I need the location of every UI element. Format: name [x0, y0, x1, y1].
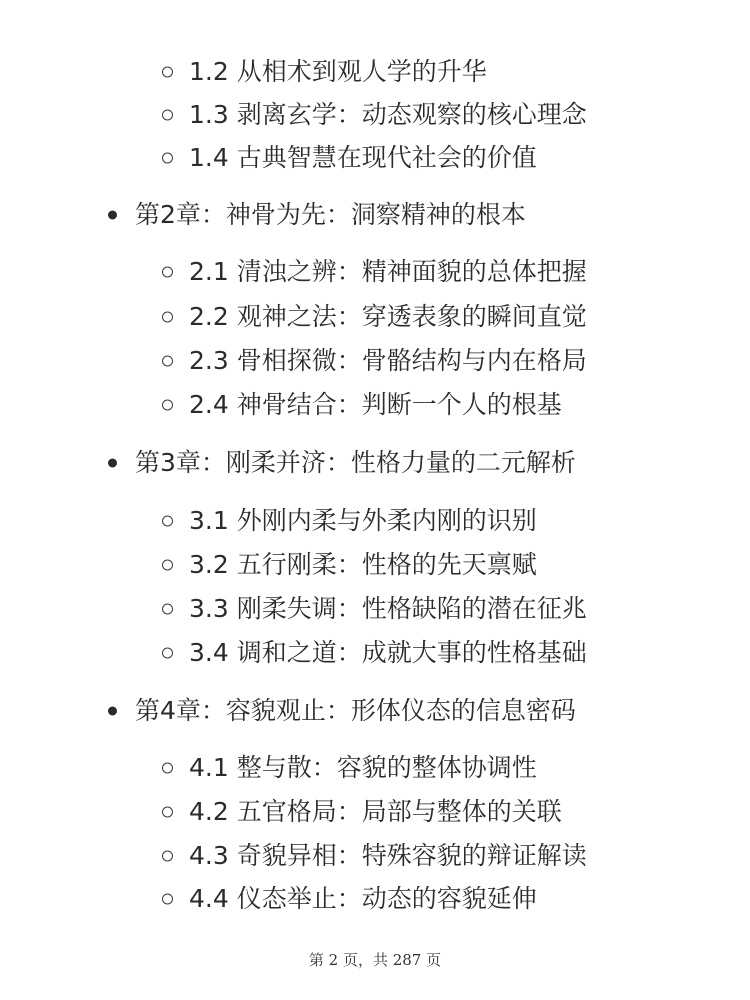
hollow-circle-bullet-icon — [162, 110, 173, 121]
toc-section-label: 4.1 整与散：容貌的整体协调性 — [189, 753, 537, 782]
hollow-circle-bullet-icon — [162, 312, 173, 323]
toc-chapter-title: 第3章：刚柔并济：性格力量的二元解析 — [135, 448, 576, 477]
toc-section-label: 3.4 调和之道：成就大事的性格基础 — [189, 638, 587, 667]
toc-chapter-title: 第4章：容貌观止：形体仪态的信息密码 — [135, 696, 576, 725]
hollow-circle-bullet-icon — [162, 807, 173, 818]
hollow-circle-bullet-icon — [162, 560, 173, 571]
hollow-circle-bullet-icon — [162, 763, 173, 774]
hollow-circle-bullet-icon — [162, 267, 173, 278]
toc-section-label: 2.2 观神之法：穿透表象的瞬间直觉 — [189, 302, 587, 331]
hollow-circle-bullet-icon — [162, 356, 173, 367]
toc-section-label: 2.1 清浊之辨：精神面貌的总体把握 — [189, 257, 587, 286]
hollow-circle-bullet-icon — [162, 604, 173, 615]
hollow-circle-bullet-icon — [162, 894, 173, 905]
toc-section-label: 3.2 五行刚柔：性格的先天禀赋 — [189, 550, 537, 579]
toc-section-label: 2.4 神骨结合：判断一个人的根基 — [189, 390, 562, 419]
hollow-circle-bullet-icon — [162, 851, 173, 862]
toc-chapter-title: 第2章：神骨为先：洞察精神的根本 — [135, 200, 526, 229]
toc-section-label: 4.4 仪态举止：动态的容貌延伸 — [189, 884, 537, 913]
hollow-circle-bullet-icon — [162, 400, 173, 411]
hollow-circle-bullet-icon — [162, 516, 173, 527]
toc-section-label: 1.3 剥离玄学：动态观察的核心理念 — [189, 100, 587, 129]
toc-section-label: 4.3 奇貌异相：特殊容貌的辩证解读 — [189, 841, 587, 870]
hollow-circle-bullet-icon — [162, 153, 173, 164]
filled-disc-bullet-icon — [108, 211, 117, 220]
toc-section-label: 1.2 从相术到观人学的升华 — [189, 57, 487, 86]
toc-section-label: 3.1 外刚内柔与外柔内刚的识别 — [189, 506, 537, 535]
toc-section-label: 2.3 骨相探微：骨骼结构与内在格局 — [189, 346, 587, 375]
toc-section-label: 1.4 古典智慧在现代社会的价值 — [189, 143, 537, 172]
filled-disc-bullet-icon — [108, 459, 117, 468]
toc-section-label: 3.3 刚柔失调：性格缺陷的潜在征兆 — [189, 594, 587, 623]
toc-section-label: 4.2 五官格局：局部与整体的关联 — [189, 797, 562, 826]
hollow-circle-bullet-icon — [162, 67, 173, 78]
filled-disc-bullet-icon — [108, 707, 117, 716]
hollow-circle-bullet-icon — [162, 648, 173, 659]
page-number-footer: 第 2 页，共 287 页 — [308, 951, 442, 969]
